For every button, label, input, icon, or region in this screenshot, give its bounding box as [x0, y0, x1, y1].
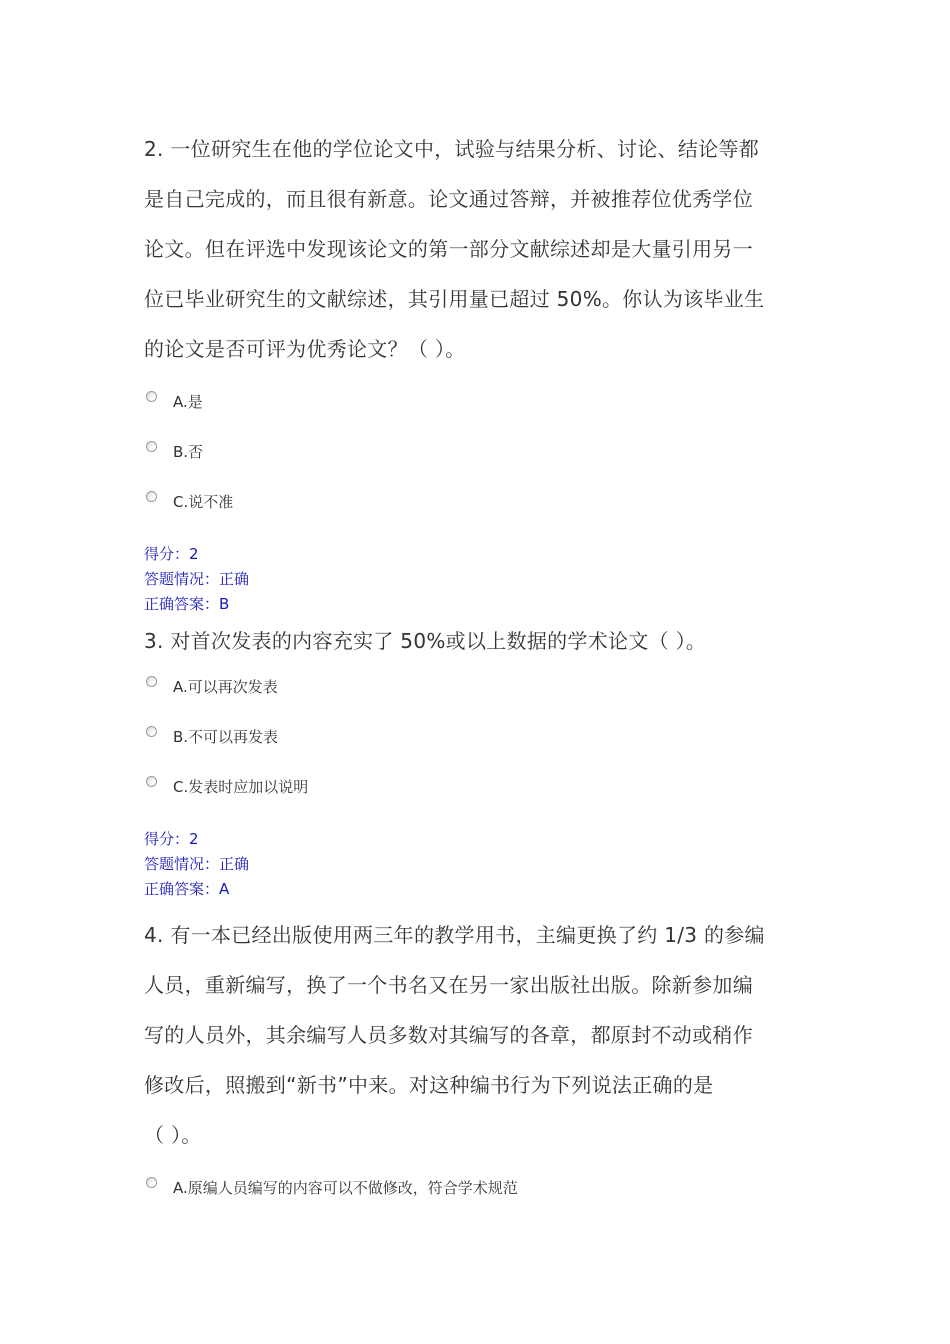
option-c[interactable]: [144, 769, 808, 819]
radio-button[interactable]: [146, 1177, 157, 1188]
stem-line: 2. 一位研究生在他的学位论文中，试验与结果分析、讨论、结论等都: [144, 137, 760, 161]
radio-button[interactable]: [146, 491, 157, 502]
radio-button[interactable]: [146, 676, 157, 687]
radio-button[interactable]: [146, 441, 157, 452]
option-b[interactable]: [144, 434, 808, 484]
quiz-page: [144, 124, 808, 1228]
score: 得分：2: [144, 545, 199, 563]
option-a[interactable]: [144, 384, 808, 434]
stem-line: 写的人员外，其余编写人员多数对其编写的各章，都原封不动或稍作: [144, 1023, 753, 1047]
option-label: B.否: [173, 443, 204, 461]
option-label: A.是: [173, 393, 203, 411]
question-stem: [144, 124, 808, 374]
answer-status: 答题情况：正确: [144, 570, 250, 588]
question-2: [144, 124, 808, 617]
stem-line: 3. 对首次发表的内容充实了 50%或以上数据的学术论文（ ）。: [144, 629, 707, 653]
option-label: B.不可以再发表: [173, 728, 279, 746]
stem-line: 修改后，照搬到“新书”中来。对这种编书行为下列说法正确的是: [144, 1073, 714, 1097]
correct-answer: 正确答案：B: [144, 595, 230, 613]
question-stem: [144, 623, 808, 659]
option-c[interactable]: [144, 484, 808, 534]
option-a[interactable]: [144, 669, 808, 719]
stem-line: 位已毕业研究生的文献综述，其引用量已超过 50%。你认为该毕业生: [144, 287, 765, 311]
stem-line: 是自己完成的，而且很有新意。论文通过答辩，并被推荐位优秀学位: [144, 187, 753, 211]
option-list: [144, 669, 808, 819]
score: 得分：2: [144, 830, 199, 848]
stem-line: 4. 有一本已经出版使用两三年的教学用书，主编更换了约 1/3 的参编: [144, 923, 765, 947]
option-label: A.原编人员编写的内容可以不做修改，符合学术规范: [173, 1179, 518, 1197]
option-a[interactable]: [144, 1170, 808, 1220]
question-stem: [144, 910, 808, 1160]
stem-line: 论文。但在评选中发现该论文的第一部分文献综述却是大量引用另一: [144, 237, 753, 261]
radio-button[interactable]: [146, 726, 157, 737]
radio-button[interactable]: [146, 391, 157, 402]
answer-status: 答题情况：正确: [144, 855, 250, 873]
option-label: C.说不准: [173, 493, 234, 511]
option-label: A.可以再次发表: [173, 678, 278, 696]
stem-line: （ ）。: [144, 1123, 202, 1147]
stem-line: 的论文是否可评为优秀论文？（ ）。: [144, 337, 466, 361]
option-label: C.发表时应加以说明: [173, 778, 309, 796]
correct-answer: 正确答案：A: [144, 880, 230, 898]
question-3: [144, 623, 808, 902]
option-b[interactable]: [144, 719, 808, 769]
radio-button[interactable]: [146, 776, 157, 787]
option-list: [144, 384, 808, 534]
stem-line: 人员，重新编写，换了一个书名又在另一家出版社出版。除新参加编: [144, 973, 753, 997]
option-list: [144, 1170, 808, 1220]
question-4: [144, 910, 808, 1220]
